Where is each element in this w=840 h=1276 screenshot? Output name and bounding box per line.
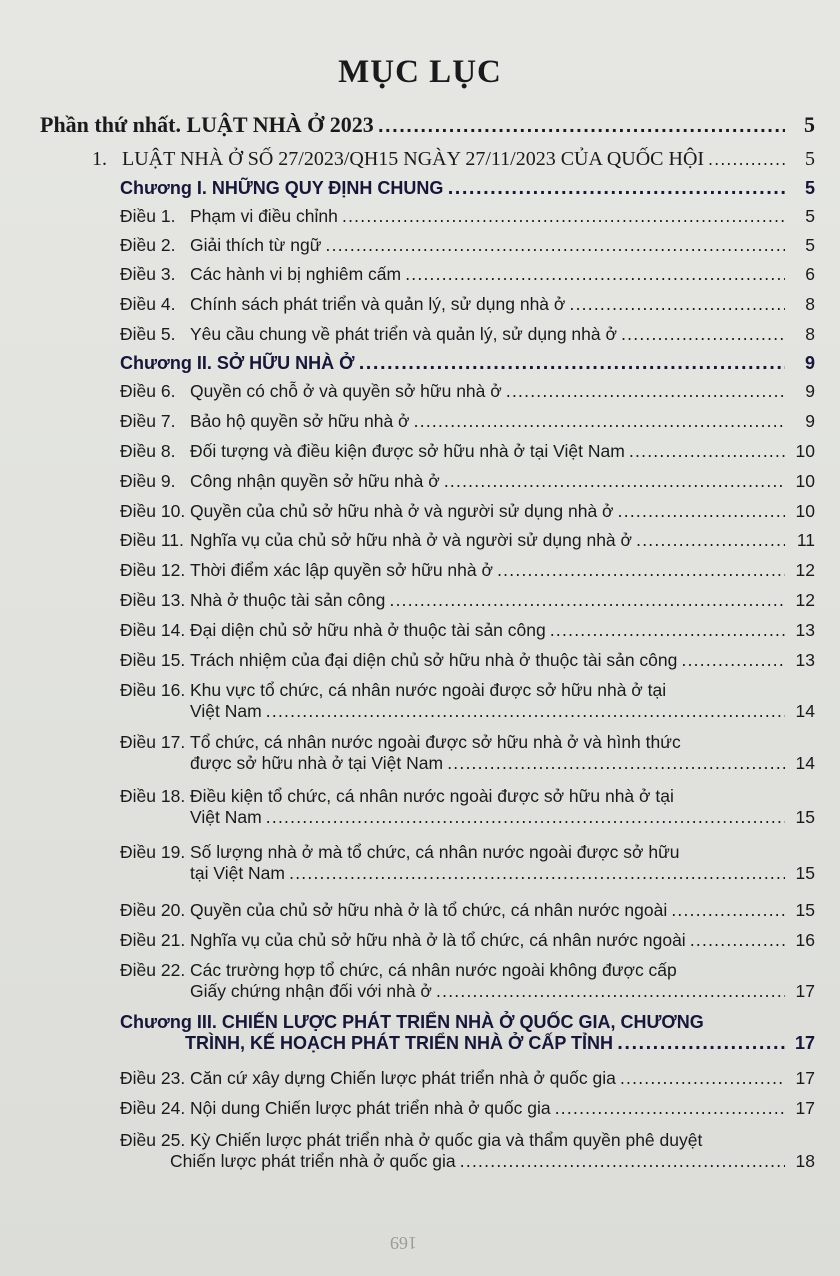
dot-leader: [708, 150, 785, 169]
page-number: 15: [795, 900, 815, 920]
page-number: 15: [795, 807, 815, 827]
toc-article-18: [120, 786, 815, 828]
toc-article-11: [120, 530, 815, 551]
dot-leader: [569, 295, 785, 314]
article-title: Thời điểm xác lập quyền sở hữu nhà ở: [190, 560, 493, 580]
article-number: Điều 17.: [120, 732, 186, 752]
dot-leader: [460, 1152, 785, 1171]
toc-article-24: [120, 1098, 815, 1119]
page-number: 9: [804, 353, 815, 373]
article-number: Điều 10.: [120, 501, 186, 521]
dot-leader: [436, 982, 785, 1001]
page-number: 14: [795, 701, 815, 721]
article-title-line1: Khu vực tổ chức, cá nhân nước ngoài được sở hữu nhà ở tại: [190, 680, 667, 700]
dot-leader: [497, 561, 785, 580]
part-label: Phần thứ nhất. LUẬT NHÀ Ở 2023: [40, 112, 374, 137]
article-title: Quyền có chỗ ở và quyền sở hữu nhà ở: [190, 381, 502, 401]
toc-article-13: [120, 590, 815, 611]
page-number: 14: [795, 753, 815, 773]
article-title-line1: Kỳ Chiến lược phát triển nhà ở quốc gia và thẩm quyền phê duyệt: [190, 1130, 703, 1150]
article-number: Điều 7.: [120, 411, 176, 431]
toc-article-8: [120, 441, 815, 462]
page-number: 10: [795, 501, 815, 521]
dot-leader: [618, 502, 785, 521]
article-title: Yêu cầu chung về phát triển và quản lý, sử dụng nhà ở: [190, 324, 617, 344]
article-title-line2: Giấy chứng nhận đối với nhà ở: [190, 981, 432, 1001]
article-number: Điều 16.: [120, 680, 186, 700]
dot-leader: [447, 179, 785, 198]
page-number: 10: [795, 441, 815, 461]
toc-article-5: [120, 324, 815, 345]
dot-leader: [447, 754, 785, 773]
dot-leader: [405, 265, 785, 284]
toc-article-16: [120, 680, 815, 722]
article-number: Điều 14.: [120, 620, 186, 640]
dot-leader: [671, 901, 785, 920]
article-title: Các hành vi bị nghiêm cấm: [190, 264, 402, 284]
article-title: Nhà ở thuộc tài sản công: [190, 590, 386, 610]
toc-chapter-2: [120, 353, 815, 374]
dot-leader: [550, 621, 785, 640]
toc-article-15: [120, 650, 815, 671]
article-number: Điều 13.: [120, 590, 186, 610]
dot-leader: [690, 931, 785, 950]
page-number: 5: [804, 178, 815, 198]
article-title: Quyền của chủ sở hữu nhà ở là tổ chức, cá nhân nước ngoài: [190, 900, 668, 920]
dot-leader: [378, 117, 785, 136]
article-title: Phạm vi điều chỉnh: [190, 206, 338, 226]
page-number: 8: [805, 294, 815, 314]
article-number: Điều 11.: [120, 530, 184, 550]
chapter-label: Chương II. SỞ HỮU NHÀ Ở: [120, 353, 355, 373]
article-title-line1: Tổ chức, cá nhân nước ngoài được sở hữu nhà ở và hình thức: [190, 732, 681, 752]
toc-article-2: [120, 235, 815, 256]
toc-article-6: [120, 381, 815, 402]
toc-article-4: [120, 294, 815, 315]
page-number: 18: [795, 1151, 815, 1171]
toc-chapter-3: [120, 1012, 815, 1054]
toc-article-17: [120, 732, 815, 774]
page-number: 13: [795, 650, 815, 670]
page-number: 5: [804, 112, 815, 137]
article-title: Bảo hộ quyền sở hữu nhà ở: [190, 411, 410, 431]
article-title-line2: Chiến lược phát triển nhà ở quốc gia: [170, 1151, 456, 1171]
article-number: Điều 18.: [120, 786, 186, 806]
law-label: LUẬT NHÀ Ở SỐ 27/2023/QH15 NGÀY 27/11/2023 CỦA QUỐC HỘI: [122, 148, 705, 170]
page-number: 17: [795, 1068, 815, 1088]
article-title-line2: tại Việt Nam: [190, 863, 285, 883]
article-number: Điều 5.: [120, 324, 176, 344]
dot-leader: [358, 354, 785, 373]
toc-article-22: [120, 960, 815, 1002]
dot-leader: [621, 325, 785, 344]
dot-leader: [555, 1099, 785, 1118]
toc-chapter-1: [120, 178, 815, 199]
toc-article-7: [120, 411, 815, 432]
article-number: Điều 4.: [120, 294, 176, 314]
page-number: 17: [795, 981, 815, 1001]
page-title: MỤC LỤC: [338, 54, 502, 90]
article-title-line2: được sở hữu nhà ở tại Việt Nam: [190, 753, 444, 773]
article-title-line2: Việt Nam: [190, 701, 262, 721]
page-number: 12: [795, 590, 815, 610]
page-number: 9: [805, 381, 815, 401]
page-number: 16: [795, 930, 815, 950]
chapter-label-line2: TRÌNH, KẾ HOẠCH PHÁT TRIỂN NHÀ Ở CẤP TỈNH: [185, 1033, 614, 1053]
toc-article-10: [120, 501, 815, 522]
article-title: Quyền của chủ sở hữu nhà ở và người sử dụng nhà ở: [190, 501, 614, 521]
article-number: Điều 2.: [120, 235, 176, 255]
dot-leader: [620, 1069, 785, 1088]
dot-leader: [342, 207, 785, 226]
toc-article-14: [120, 620, 815, 641]
law-number: 1.: [92, 148, 107, 170]
page-number: 17: [794, 1033, 815, 1053]
dot-leader: [636, 531, 785, 550]
article-title-line2: Việt Nam: [190, 807, 262, 827]
article-number: Điều 6.: [120, 381, 176, 401]
page-number: 5: [805, 235, 815, 255]
dot-leader: [289, 864, 785, 883]
article-title-line1: Các trường hợp tổ chức, cá nhân nước ngoài không được cấp: [190, 960, 677, 980]
article-title: Công nhận quyền sở hữu nhà ở: [190, 471, 440, 491]
toc-article-12: [120, 560, 815, 581]
article-number: Điều 9.: [120, 471, 176, 491]
article-number: Điều 15.: [120, 650, 186, 670]
article-number: Điều 1.: [120, 206, 176, 226]
chapter-label: Chương I. NHỮNG QUY ĐỊNH CHUNG: [120, 178, 444, 198]
article-title: Nghĩa vụ của chủ sở hữu nhà ở và người sử dụng nhà ở: [190, 530, 632, 550]
article-title: Nghĩa vụ của chủ sở hữu nhà ở là tổ chức, cá nhân nước ngoài: [190, 930, 686, 950]
dot-leader: [389, 591, 785, 610]
article-title: Giải thích từ ngữ: [190, 235, 322, 255]
footer-page-number: 169: [390, 1233, 417, 1253]
page-number: 11: [796, 530, 815, 550]
toc-article-21: [120, 930, 815, 951]
dot-leader: [617, 1034, 785, 1053]
page-number: 17: [795, 1098, 815, 1118]
toc-article-19: [120, 842, 815, 884]
article-title: Căn cứ xây dựng Chiến lược phát triển nhà ở quốc gia: [190, 1068, 616, 1088]
toc-law-entry: [92, 148, 815, 171]
toc-part-heading: [40, 112, 815, 138]
dot-leader: [681, 651, 785, 670]
article-number: Điều 20.: [120, 900, 186, 920]
chapter-label-line1: Chương III. CHIẾN LƯỢC PHÁT TRIỂN NHÀ Ở QUỐC GIA, CHƯƠNG: [120, 1012, 704, 1032]
toc-article-1: [120, 206, 815, 227]
toc-article-25: [120, 1130, 815, 1172]
page-number: 15: [795, 863, 815, 883]
dot-leader: [506, 382, 785, 401]
article-title: Chính sách phát triển và quản lý, sử dụng nhà ở: [190, 294, 566, 314]
article-title: Đối tượng và điều kiện được sở hữu nhà ở tại Việt Nam: [190, 441, 625, 461]
dot-leader: [629, 442, 785, 461]
page-number: 5: [805, 206, 815, 226]
article-number: Điều 24.: [120, 1098, 186, 1118]
page-number: 9: [805, 411, 815, 431]
page-number: 5: [805, 148, 815, 170]
article-title-line1: Số lượng nhà ở mà tổ chức, cá nhân nước ngoài được sở hữu: [190, 842, 680, 862]
article-title: Đại diện chủ sở hữu nhà ở thuộc tài sản công: [190, 620, 546, 640]
toc-article-3: [120, 264, 815, 285]
article-title: Nội dung Chiến lược phát triển nhà ở quốc gia: [190, 1098, 551, 1118]
page-number: 6: [805, 264, 815, 284]
article-number: Điều 25.: [120, 1130, 186, 1150]
page-number: 12: [795, 560, 815, 580]
article-number: Điều 3.: [120, 264, 176, 284]
article-number: Điều 19.: [120, 842, 186, 862]
article-title: Trách nhiệm của đại diện chủ sở hữu nhà ở thuộc tài sản công: [190, 650, 678, 670]
article-title-line1: Điều kiện tổ chức, cá nhân nước ngoài được sở hữu nhà ở tại: [190, 786, 674, 806]
dot-leader: [325, 236, 785, 255]
toc-article-23: [120, 1068, 815, 1089]
dot-leader: [266, 808, 785, 827]
page-number: 8: [805, 324, 815, 344]
article-number: Điều 8.: [120, 441, 176, 461]
page-number: 13: [795, 620, 815, 640]
article-number: Điều 23.: [120, 1068, 186, 1088]
toc-article-20: [120, 900, 815, 921]
dot-leader: [266, 702, 785, 721]
dot-leader: [414, 412, 785, 431]
toc-article-9: [120, 471, 815, 492]
page-number: 10: [795, 471, 815, 491]
article-number: Điều 12.: [120, 560, 186, 580]
article-number: Điều 21.: [120, 930, 186, 950]
dot-leader: [444, 472, 785, 491]
article-number: Điều 22.: [120, 960, 186, 980]
